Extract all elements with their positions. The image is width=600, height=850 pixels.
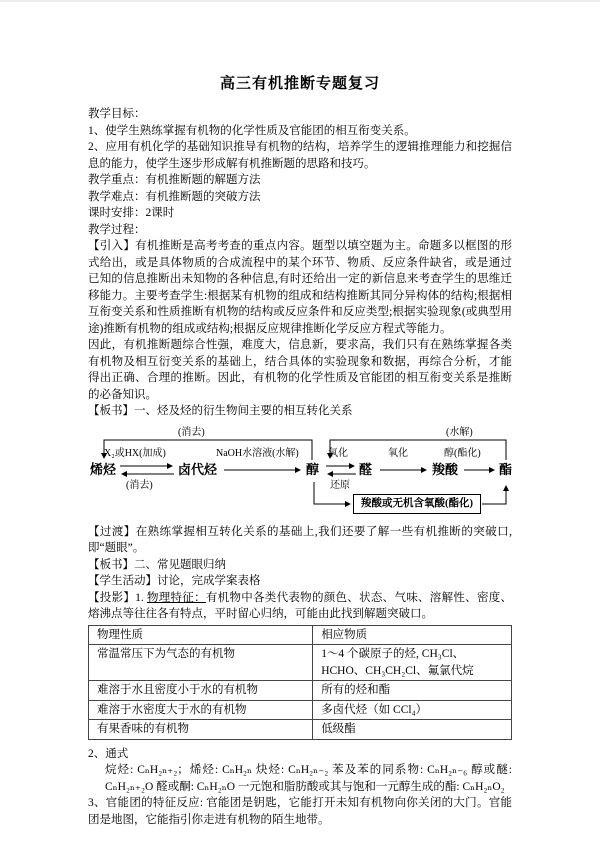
projection-prefix: 【投影】1. <box>88 591 147 604</box>
table-cell-property: 常温常压下为气态的有机物 <box>89 645 313 681</box>
paragraph-projection <box>88 590 512 623</box>
table-cell-substance: 所有的烃和酯 <box>313 681 512 701</box>
paragraph-general-formulas: 烷烃: CₙH₂ₙ₊₂；烯烃: CₙH₂ₙ 炔烃: CₙH₂ₙ₋₂ 苯及苯的同系物: CₙH₂ₙ₋₆ 醇或醚: CₙH₂ₙ₊₂O 醛或酮: CₙH₂ₙO 一元饱和脂肪酸或其与饱和一元醇生成的酯: CₙH₂ₙO₂ <box>105 764 512 793</box>
table-cell-property: 有果香味的有机物 <box>89 720 313 740</box>
node-carboxylic-acid: 羧酸 <box>432 461 459 477</box>
label-naoh-hydrolysis: NaOH水溶液(水解) <box>216 447 299 459</box>
physical-properties-table <box>88 625 512 740</box>
conversion-diagram <box>88 426 512 520</box>
node-haloalkane: 卤代烃 <box>178 461 218 477</box>
line-goal-1: 1、使学生熟练掌握有机物的化学性质及官能团的相互衔变关系。 <box>88 124 416 137</box>
line-process-label: 教学过程： <box>88 223 146 236</box>
table-cell-substance: 1～4 个碳原子的烃, CH₃Cl、HCHO、CH₃CH₂Cl、氟氯代烷 <box>313 645 512 681</box>
line-board-section1: 【板书】一、烃及烃的衍生物间主要的相互转化关系 <box>88 405 353 417</box>
node-aldehyde: 醛 <box>359 461 373 477</box>
table-header-row <box>89 625 512 645</box>
node-alcohol: 醇 <box>306 461 320 477</box>
label-esterification: 醇(酯化) <box>444 447 481 459</box>
line-teaching-difficulty: 教学难点：有机推断题的突破方法 <box>88 190 261 203</box>
table-row <box>89 681 512 701</box>
projection-rest: 有机物中各类代表物的颜色、状态、气味、溶解性、密度、熔沸点等往往各有特点，平时留心归纳，可能由此找到解题突破口。 <box>88 591 513 620</box>
table-row <box>89 645 512 681</box>
label-addition: X₂或HX(加成) <box>104 447 166 459</box>
table-cell-property: 难溶于水且密度小于水的有机物 <box>89 681 313 701</box>
label-elimination-bottom: (消去) <box>126 479 153 491</box>
table-cell-substance: 低级酯 <box>313 720 512 740</box>
line-goal-2: 2、应用有机化学的基础知识推导有机物的结构，培养学生的逻辑推理能力和挖掘信息的能力，使学生逐步形成解有机推断题的思路和技巧。 <box>88 141 512 170</box>
line-formulas-heading: 2、通式 <box>88 747 129 760</box>
table-row <box>89 700 512 720</box>
line-student-activity: 【学生活动】讨论，完成学案表格 <box>88 575 261 587</box>
label-oxidation-1: 氧化 <box>328 447 348 459</box>
line-teaching-goals-label: 教学目标： <box>88 108 146 120</box>
node-ester: 酯 <box>499 461 513 477</box>
line-teaching-focus: 教学重点：有机推断题的解题方法 <box>88 174 261 186</box>
line-schedule: 课时安排：2课时 <box>88 207 175 219</box>
box-acid-esterification: 羧酸或无机含氧酸(酯化) <box>353 494 481 514</box>
line-board-section2: 【板书】二、常见题眼归纳 <box>88 558 226 571</box>
table-cell-substance: 多卤代烃（如 CCl₄） <box>313 700 512 720</box>
table-row <box>89 720 512 740</box>
paragraph-transition: 【过渡】在熟练掌握相互转化关系的基础上,我们还要了解一些有机推断的突破口,即“题眼”。 <box>88 525 512 554</box>
paragraph-summary: 因此，有机推断题综合性强，难度大，信息新，要求高，我们只有在熟练掌握各类有机物及相互衍变关系的基础上，结合具体的实验现象和数据，再综合分析，才能得出正确、合理的推断。因此，有机物的化学性质及官能团的相互衔变关系是推断的必备知识。 <box>88 339 512 401</box>
label-oxidation-2: 氧化 <box>388 447 408 459</box>
table-header-property: 物理性质 <box>89 625 313 645</box>
label-elimination-top: (消去) <box>178 426 205 438</box>
node-alkene: 烯烃 <box>90 461 117 477</box>
table-header-substance: 相应物质 <box>313 625 512 645</box>
label-reduction: 还原 <box>330 479 350 491</box>
page-title: 高三有机推断专题复习 <box>219 76 380 92</box>
label-hydrolysis-top: (水解) <box>446 426 473 438</box>
paragraph-functional-groups: 3、官能团的特征反应: 官能团是钥匙，它能打开未知有机物向你关闭的大门。官能团是地图，它能指引你走进有机物的陌生地带。 <box>88 797 512 826</box>
paragraph-introduction: 【引入】有机推断是高考考查的重点内容。题型以填空题为主。命题多以框图的形式给出，或是具体物质的合成流程中的某个环节、物质、反应条件缺省，或是通过已知的信息推断出未知物的各种信息,有时还给出一定的新信息来考查学生的思维迁移能力。主要考查学生:根据某有机物的组成和结构推断其同分异构体的结构;根据相互衔变关系和性质推断有机物的结构或反应条件和反应类型;根据实验现象(或典型用途)推断有机物的组成或结构;根据反应规律推断化学反应方程式等能力。 <box>88 240 512 335</box>
table-cell-property: 难溶于水密度大于水的有机物 <box>89 700 313 720</box>
projection-underlined-term: 物理特征： <box>146 591 206 604</box>
